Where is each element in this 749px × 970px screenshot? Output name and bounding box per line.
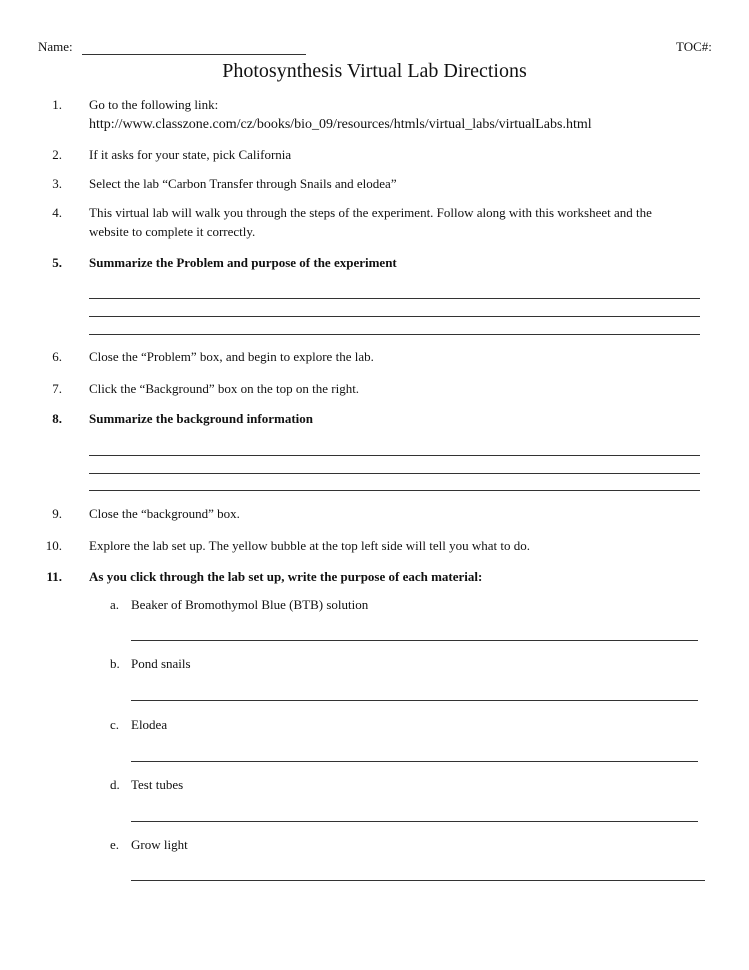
answer-line[interactable] — [131, 821, 698, 822]
item-number: 8. — [52, 411, 62, 426]
material-text: Pond snails — [131, 656, 191, 671]
item-text: Click the “Background” box on the top on the right. — [89, 381, 360, 396]
material-letter: a. — [110, 597, 120, 612]
question-text: Summarize the Problem and purpose of the experiment — [89, 255, 397, 270]
item-number: 1. — [52, 97, 62, 112]
item-number: 6. — [52, 349, 62, 364]
material-letter: e. — [110, 837, 120, 852]
material-text: Grow light — [131, 837, 188, 852]
material-text: Test tubes — [131, 777, 184, 792]
material-text: Elodea — [131, 717, 168, 732]
answer-line[interactable] — [89, 334, 700, 335]
item-text: Go to the following link: — [89, 97, 219, 112]
answer-line[interactable] — [89, 473, 700, 474]
answer-line[interactable] — [131, 761, 698, 762]
item-text: Close the “background” box. — [89, 506, 240, 521]
material-letter: b. — [110, 656, 120, 671]
item-text: Select the lab “Carbon Transfer through Snails and elodea” — [89, 176, 397, 191]
answer-line[interactable] — [89, 316, 700, 317]
name-label: Name: — [38, 39, 73, 54]
name-field-line[interactable] — [82, 54, 306, 55]
answer-line[interactable] — [89, 298, 700, 299]
item-number: 9. — [52, 506, 62, 521]
material-letter: c. — [110, 717, 120, 732]
item-number: 2. — [52, 147, 62, 162]
answer-line[interactable] — [131, 640, 698, 641]
item-text: Close the “Problem” box, and begin to explore the lab. — [89, 349, 374, 364]
item-text: Explore the lab set up. The yellow bubble at the top left side will tell you what to do. — [89, 538, 530, 553]
item-text: website to complete it correctly. — [89, 224, 256, 239]
answer-line[interactable] — [89, 455, 700, 456]
item-number: 4. — [52, 205, 62, 220]
item-number: 10. — [45, 538, 62, 553]
item-text: If it asks for your state, pick California — [89, 147, 292, 162]
material-letter: d. — [110, 777, 120, 792]
material-text: Beaker of Bromothymol Blue (BTB) solution — [131, 597, 369, 612]
question-text: Summarize the background information — [89, 411, 314, 426]
page-title: Photosynthesis Virtual Lab Directions — [222, 60, 527, 82]
question-text: As you click through the lab set up, write the purpose of each material: — [89, 569, 483, 584]
answer-line[interactable] — [89, 490, 700, 491]
item-number: 7. — [52, 381, 62, 396]
answer-line[interactable] — [131, 880, 705, 881]
answer-line[interactable] — [131, 700, 698, 701]
toc-label: TOC#: — [676, 39, 712, 54]
lab-link[interactable]: http://www.classzone.com/cz/books/bio_09/resources/htmls/virtual_labs/virtualLabs.html — [89, 117, 592, 132]
item-number: 11. — [46, 569, 62, 584]
item-number: 3. — [52, 176, 62, 191]
item-number: 5. — [52, 255, 62, 270]
item-text: This virtual lab will walk you through the steps of the experiment. Follow along with this worksheet and the — [89, 205, 652, 220]
